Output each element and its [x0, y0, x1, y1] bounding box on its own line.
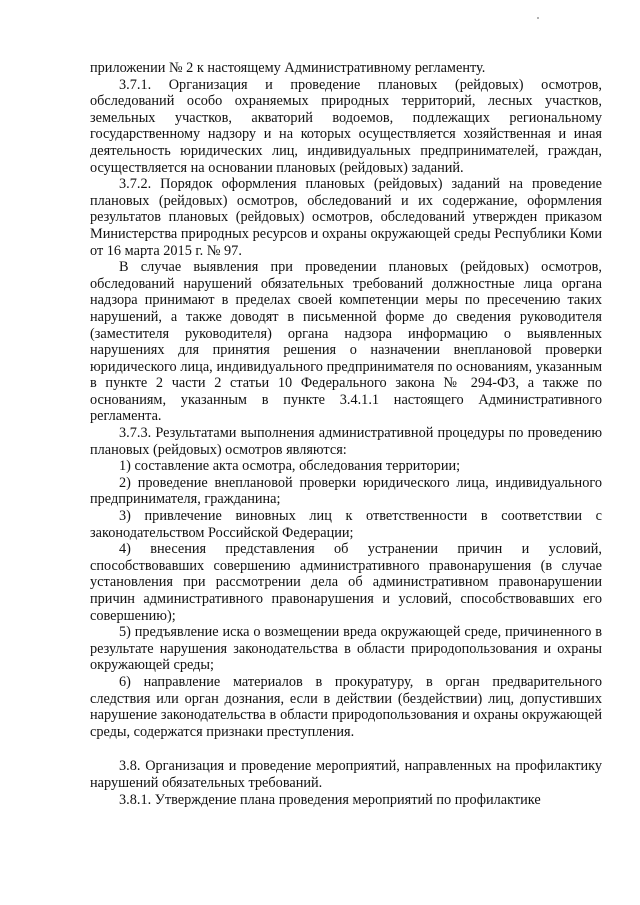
paragraph-continuation: приложении № 2 к настоящему Административному регламенту. [90, 60, 486, 76]
paragraph-3-7-1: 3.7.1. Организация и проведение плановых (рейдовых) осмотров, обследований особо охраняемых природных территорий, лесных участков, земельных участков, акваторий водоемов, подлежащих региональному государственному надзору и на которых осуществляется хозяйственная и иная деятельность юридических лиц, индивидуальных предпринимателей, граждан, осуществляется на основании плановых (рейдовых) заданий. [90, 76, 602, 176]
paragraph-3-8-1: 3.8.1. Утверждение плана проведения мероприятий по профилактике [119, 791, 541, 808]
paragraph-3-7-2: 3.7.2. Порядок оформления плановых (рейдовых) заданий на проведение плановых (рейдовых) осмотров, обследований и их содержание, оформления результатов плановых (рейдовых) осмотров, обследований утвержден приказом Министерства природных ресурсов и охраны окружающей среды Республики Коми от 16 марта 2015 г. № 97. [90, 176, 602, 259]
scan-speck [537, 17, 539, 19]
list-item-6: 6) направление материалов в прокуратуру, в орган предварительного следствия или орган дознания, если в действии (бездействии) лиц, допустивших нарушение законодательства в области природопользования и охраны окружающей среды, содержатся признаки преступления. [90, 673, 602, 740]
list-item-5: 5) предъявление иска о возмещении вреда окружающей среде, причиненного в результате нарушения законодательства в области природопользования и охраны окружающей среды; [90, 624, 602, 674]
list-item-1: 1) составление акта осмотра, обследования территории; [119, 458, 461, 475]
paragraph-violations: В случае выявления при проведении плановых (рейдовых) осмотров, обследований нарушений обязательных требований должностные лица органа надзора принимают в пределах своей компетенции меры по пресечению таких нарушений, а также доводят в письменной форме до сведения руководителя (заместителя руководителя) органа надзора информацию о выявленных нарушениях для принятия решения о назначении внеплановой проверки юридического лица, индивидуального предпринимателя по основаниям, указанным в пункте 2 части 2 статьи 10 Федерального закона № 294-ФЗ, а также по основаниям, указанным в пункте 3.4.1.1 настоящего Административного регламента. [90, 259, 602, 425]
document-page [90, 60, 602, 808]
list-item-3: 3) привлечение виновных лиц к ответственности в соответствии с законодательством Российской Федерации; [90, 508, 602, 541]
list-item-4: 4) внесения представления об устранении причин и условий, способствовавших совершению административного правонарушения (в случае установления при рассмотрении дела об административном правонарушении причин административного правонарушения и условий, способствовавших его совершению); [90, 541, 602, 624]
paragraph-3-7-3: 3.7.3. Результатами выполнения административной процедуры по проведению плановых (рейдовых) осмотров являются: [90, 425, 602, 458]
paragraph-3-8: 3.8. Организация и проведение мероприятий, направленных на профилактику нарушений обязательных требований. [90, 758, 602, 791]
list-item-2: 2) проведение внеплановой проверки юридического лица, индивидуального предпринимателя, гражданина; [90, 474, 602, 508]
section-spacer [90, 740, 602, 758]
